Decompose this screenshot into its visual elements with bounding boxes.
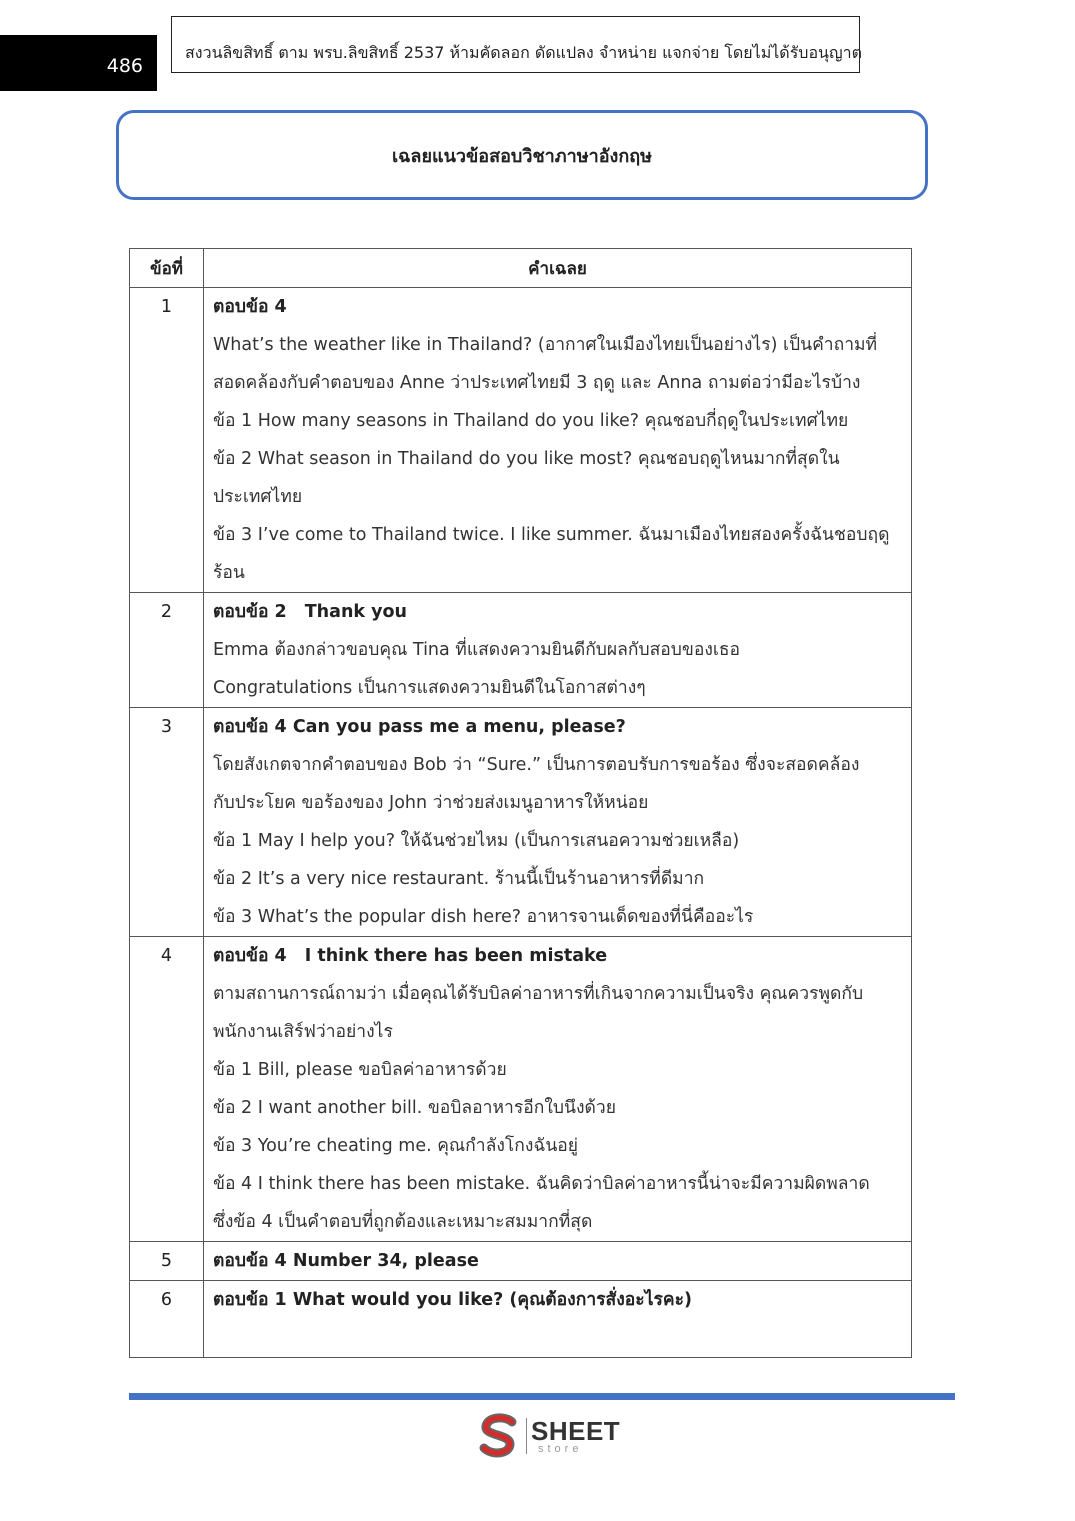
logo-subtext: store xyxy=(538,1443,583,1455)
explanation-line: What’s the weather like in Thailand? (อากาศในเมืองไทยเป็นอย่างไร) เป็นคำถามที่ xyxy=(213,335,878,355)
footer-bar xyxy=(129,1393,955,1400)
page-title-box xyxy=(116,110,928,200)
sheet-store-logo xyxy=(476,1410,636,1460)
explanation-line: ข้อ 1 How many seasons in Thailand do you like? คุณชอบกี่ฤดูในประเทศไทย xyxy=(213,411,849,431)
copyright-notice: สงวนลิขสิทธิ์ ตาม พรบ.ลิขสิทธิ์ 2537 ห้ามคัดลอก ดัดแปลง จำหน่าย แจกจ่าย โดยไม่ได้รับอนุญาต xyxy=(171,16,860,73)
answer-cell xyxy=(204,593,912,708)
explanation-line: Congratulations เป็นการแสดงความยินดีในโอกาสต่างๆ xyxy=(213,678,646,698)
answer-heading xyxy=(213,593,905,631)
logo-divider xyxy=(526,1418,527,1454)
answer-heading xyxy=(213,1281,905,1319)
answer-table xyxy=(129,248,912,1358)
page-number-box xyxy=(0,35,157,91)
answer-cell xyxy=(204,937,912,1242)
explanation-line: ข้อ 2 I want another bill. ขอบิลอาหารอีกใบนึงด้วย xyxy=(213,1098,616,1118)
explanation-line: ข้อ 3 What’s the popular dish here? อาหารจานเด็ดของที่นี่คืออะไร xyxy=(213,907,754,927)
table-row xyxy=(130,1242,912,1281)
explanation-line: ข้อ 3 You’re cheating me. คุณกำลังโกงฉันอยู่ xyxy=(213,1136,579,1156)
explanation-line: ประเทศไทย xyxy=(213,487,303,507)
table-row xyxy=(130,937,912,1242)
explanation-line: พนักงานเสิร์ฟว่าอย่างไร xyxy=(213,1022,393,1042)
explanation-line: ข้อ 3 I’ve come to Thailand twice. I like summer. ฉันมาเมืองไทยสองครั้งฉันชอบฤดู xyxy=(213,525,890,545)
table-row xyxy=(130,1281,912,1358)
explanation-line: ข้อ 1 Bill, please ขอบิลค่าอาหารด้วย xyxy=(213,1060,507,1080)
answer-choice: ตอบข้อ 4 Number 34, please xyxy=(213,1251,479,1271)
answer-choice: ตอบข้อ 4 Can you pass me a menu, please? xyxy=(213,717,626,737)
answer-cell xyxy=(204,1281,912,1358)
answer-choice: ตอบข้อ 2 xyxy=(213,602,287,622)
page-number: 486 xyxy=(106,55,143,77)
question-number: 5 xyxy=(130,1242,204,1281)
explanation-line: กับประโยค ขอร้องของ John ว่าช่วยส่งเมนูอาหารให้หน่อย xyxy=(213,793,649,813)
explanation-line: ข้อ 4 I think there has been mistake. ฉันคิดว่าบิลค่าอาหารนี้น่าจะมีความผิดพลาด xyxy=(213,1174,870,1194)
explanation-line: ร้อน xyxy=(213,563,245,583)
answer-cell xyxy=(204,708,912,937)
explanation-line: ซึ่งข้อ 4 เป็นคำตอบที่ถูกต้องและเหมาะสมมากที่สุด xyxy=(213,1212,593,1232)
table-row xyxy=(130,593,912,708)
explanation-line: โดยสังเกตจากคำตอบของ Bob ว่า “Sure.” เป็นการตอบรับการขอร้อง ซึ่งจะสอดคล้อง xyxy=(213,755,860,775)
page-title: เฉลยแนวข้อสอบวิชาภาษาอังกฤษ xyxy=(392,145,652,167)
explanation-line: สอดคล้องกับคำตอบของ Anne ว่าประเทศไทยมี 3 ฤดู และ Anna ถามต่อว่ามีอะไรบ้าง xyxy=(213,373,861,393)
answer-heading xyxy=(213,937,905,975)
question-number: 4 xyxy=(130,937,204,1242)
answer-phrase: I think there has been mistake xyxy=(304,946,608,966)
table-row xyxy=(130,288,912,593)
question-number: 2 xyxy=(130,593,204,708)
question-number: 6 xyxy=(130,1281,204,1358)
column-header-answer: คำเฉลย xyxy=(204,249,912,288)
answer-cell xyxy=(204,1242,912,1281)
explanation-line: ข้อ 1 May I help you? ให้ฉันช่วยไหม (เป็นการเสนอความช่วยเหลือ) xyxy=(213,831,740,851)
answer-choice: ตอบข้อ 4 xyxy=(213,946,287,966)
blank-space xyxy=(213,1319,905,1357)
table-header-row xyxy=(130,249,912,288)
question-number: 1 xyxy=(130,288,204,593)
answer-phrase: Thank you xyxy=(304,602,408,622)
explanation-line: ข้อ 2 It’s a very nice restaurant. ร้านนี้เป็นร้านอาหารที่ดีมาก xyxy=(213,869,705,889)
explanation-line: Emma ต้องกล่าวขอบคุณ Tina ที่แสดงความยินดีกับผลกับสอบของเธอ xyxy=(213,640,741,660)
explanation-line: ข้อ 2 What season in Thailand do you like most? คุณชอบฤดูไหนมากที่สุดใน xyxy=(213,449,840,469)
logo-word: SHEET xyxy=(531,1416,621,1446)
question-number: 3 xyxy=(130,708,204,937)
table-row xyxy=(130,708,912,937)
answer-choice: ตอบข้อ 1 What would you like? (คุณต้องการสั่งอะไรคะ) xyxy=(213,1290,692,1310)
answer-cell xyxy=(204,288,912,593)
sheet-store-s-icon xyxy=(476,1412,524,1460)
answer-heading xyxy=(213,1242,905,1280)
answer-heading xyxy=(213,708,905,746)
column-header-number: ข้อที่ xyxy=(130,249,204,288)
answer-choice: ตอบข้อ 4 xyxy=(213,297,287,317)
answer-heading xyxy=(213,288,905,326)
explanation-line: ตามสถานการณ์ถามว่า เมื่อคุณได้รับบิลค่าอาหารที่เกินจากความเป็นจริง คุณควรพูดกับ xyxy=(213,984,864,1004)
